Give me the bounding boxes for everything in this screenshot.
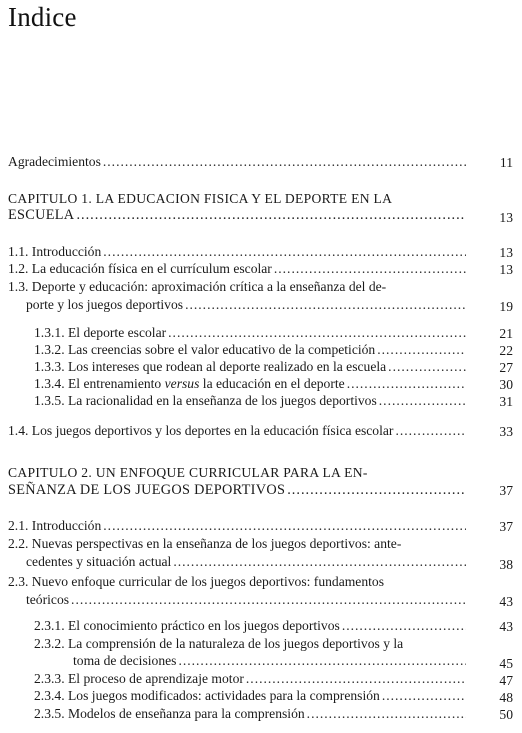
toc-entry-label: Los intereses que rodean al deporte realizado en la escuela: [68, 359, 387, 374]
toc-page-number: 48: [499, 690, 513, 705]
toc-entry-1-3-4: [34, 376, 468, 392]
toc-page-number: 13: [499, 262, 513, 277]
dot-leader: [173, 554, 466, 570]
section-number: 2.3.1.: [34, 618, 65, 633]
toc-page-number: 30: [499, 377, 513, 392]
toc-page-number: 13: [499, 210, 513, 225]
dot-leader: [246, 671, 466, 687]
toc-entry-label: El proceso de aprendizaje motor: [68, 671, 244, 686]
toc-page-number: 50: [499, 707, 513, 722]
toc-page-number: 13: [499, 245, 513, 260]
toc-entry-label: Agradecimientos: [8, 154, 101, 169]
section-number: 1.3.2.: [34, 342, 65, 357]
toc-entry-label: La comprensión de la naturaleza de los juegos deportivos y la: [68, 636, 404, 651]
toc-page-number: 33: [499, 424, 513, 439]
section-number: 1.3.: [8, 279, 29, 294]
toc-entry-1-3-line1: [8, 279, 386, 295]
toc-entry-label: porte y los juegos deportivos: [26, 297, 184, 312]
toc-entry-label: Nuevas perspectivas en la enseñanza de los juegos deportivos: ante-: [31, 536, 402, 551]
dot-leader: [287, 482, 466, 499]
section-number: 2.2.: [8, 536, 29, 551]
toc-page-number: 38: [499, 557, 513, 572]
toc-entry-label: Introducción: [31, 518, 102, 533]
toc-page-number: 43: [499, 594, 513, 609]
dot-leader: [274, 261, 466, 277]
toc-entry-1-3-1: [34, 325, 468, 341]
toc-entry-label-a: El entrenamiento: [68, 376, 165, 391]
toc-page-number: 22: [499, 343, 513, 358]
chapter-1-title-line1: CAPITULO 1. LA EDUCACION FISICA Y EL DEPORTE EN LA: [8, 191, 393, 206]
dot-leader: [395, 423, 466, 439]
toc-entry-2-2-line2: [26, 554, 468, 570]
toc-entry-2-3-line1: [8, 574, 384, 590]
toc-entry-label: ESCUELA: [8, 207, 75, 223]
toc-page-number: 37: [499, 519, 513, 534]
section-number: 1.3.1.: [34, 325, 65, 340]
dot-leader: [388, 359, 466, 375]
toc-entry-1-3-line2: [26, 297, 468, 313]
toc-entry-label: toma de decisiones: [73, 653, 177, 668]
toc-entry-label: SEÑANZA DE LOS JUEGOS DEPORTIVOS: [8, 482, 286, 498]
dot-leader: [178, 653, 466, 669]
section-number: 2.3.3.: [34, 671, 65, 686]
toc-entry-agradecimientos: [8, 154, 468, 170]
dot-leader: [76, 207, 466, 224]
dot-leader: [71, 592, 466, 608]
toc-page-number: 43: [499, 619, 513, 634]
toc-entry-label: La racionalidad en la enseñanza de los juegos deportivos: [68, 393, 377, 408]
dot-leader: [168, 325, 466, 341]
toc-entry-label: cedentes y situación actual: [26, 554, 172, 569]
toc-entry-label: Nuevo enfoque curricular de los juegos deportivos: fundamentos: [31, 574, 385, 589]
section-number: 2.3.5.: [34, 706, 65, 721]
toc-entry-label: El conocimiento práctico en los juegos deportivos: [68, 618, 340, 633]
toc-page-number: 47: [499, 673, 513, 688]
toc-entry-1-4: [8, 423, 468, 439]
section-number: 1.3.3.: [34, 359, 65, 374]
toc-entry-label: Los juegos modificados: actividades para la comprensión: [68, 688, 380, 703]
section-number: 1.1.: [8, 244, 29, 259]
toc-entry-2-3-2-line2: [73, 653, 468, 669]
toc-entry-1-2: [8, 261, 468, 277]
chapter-2-title-line2: [8, 482, 468, 499]
toc-page-number: 19: [499, 299, 513, 314]
page-title: Indice: [8, 2, 77, 32]
section-number: 1.4.: [8, 423, 29, 438]
dot-leader: [377, 342, 466, 358]
toc-entry-1-3-3: [34, 359, 468, 375]
dot-leader: [103, 244, 466, 260]
section-number: 1.2.: [8, 261, 29, 276]
toc-page-number: 11: [499, 155, 513, 170]
section-number: 1.3.5.: [34, 393, 65, 408]
toc-entry-label: Deporte y educación: aproximación crítica a la enseñanza del de-: [31, 279, 387, 294]
dot-leader: [379, 393, 466, 409]
chapter-2-title-line1: CAPITULO 2. UN ENFOQUE CURRICULAR PARA LA EN-: [8, 465, 368, 480]
section-number: 1.3.4.: [34, 376, 65, 391]
section-number: 2.3.: [8, 574, 29, 589]
chapter-1-title-line2: [8, 207, 468, 224]
toc-entry-label: Modelos de enseñanza para la comprensión: [68, 706, 305, 721]
dot-leader: [307, 706, 466, 722]
toc-page-number: 45: [499, 656, 513, 671]
section-number: 2.3.2.: [34, 636, 65, 651]
toc-entry-label-italic: versus: [164, 376, 200, 391]
dot-leader: [347, 376, 466, 392]
dot-leader: [382, 688, 466, 704]
toc-entry-label: Los juegos deportivos y los deportes en la educación física escolar: [31, 423, 394, 438]
dot-leader: [342, 618, 466, 634]
toc-entry-2-3-5: [34, 706, 468, 722]
toc-entry-label: Introducción: [31, 244, 102, 259]
dot-leader: [103, 518, 466, 534]
toc-entry-1-3-5: [34, 393, 468, 409]
toc-entry-2-3-2-line1: [34, 636, 403, 652]
toc-entry-2-3-3: [34, 671, 468, 687]
toc-entry-label: teóricos: [26, 592, 70, 607]
toc-entry-label: El deporte escolar: [68, 325, 167, 340]
toc-entry-2-2-line1: [8, 536, 401, 552]
toc-entry-2-3-1: [34, 618, 468, 634]
section-number: 2.1.: [8, 518, 29, 533]
toc-entry-2-3-4: [34, 688, 468, 704]
toc-page-number: 37: [499, 483, 513, 498]
toc-entry-1-1: [8, 244, 468, 260]
dot-leader: [103, 154, 466, 170]
toc-entry-label: Las creencias sobre el valor educativo de la competición: [68, 342, 376, 357]
toc-page-number: 27: [499, 360, 513, 375]
toc-entry-2-1: [8, 518, 468, 534]
toc-entry-1-3-2: [34, 342, 468, 358]
toc-entry-label: La educación física en el currículum escolar: [31, 261, 272, 276]
toc-page-number: 31: [499, 394, 513, 409]
section-number: 2.3.4.: [34, 688, 65, 703]
toc-entry-label-c: la educación en el deporte: [199, 376, 345, 391]
dot-leader: [185, 297, 466, 313]
toc-entry-2-3-line2: [26, 592, 468, 608]
toc-page-number: 21: [499, 326, 513, 341]
